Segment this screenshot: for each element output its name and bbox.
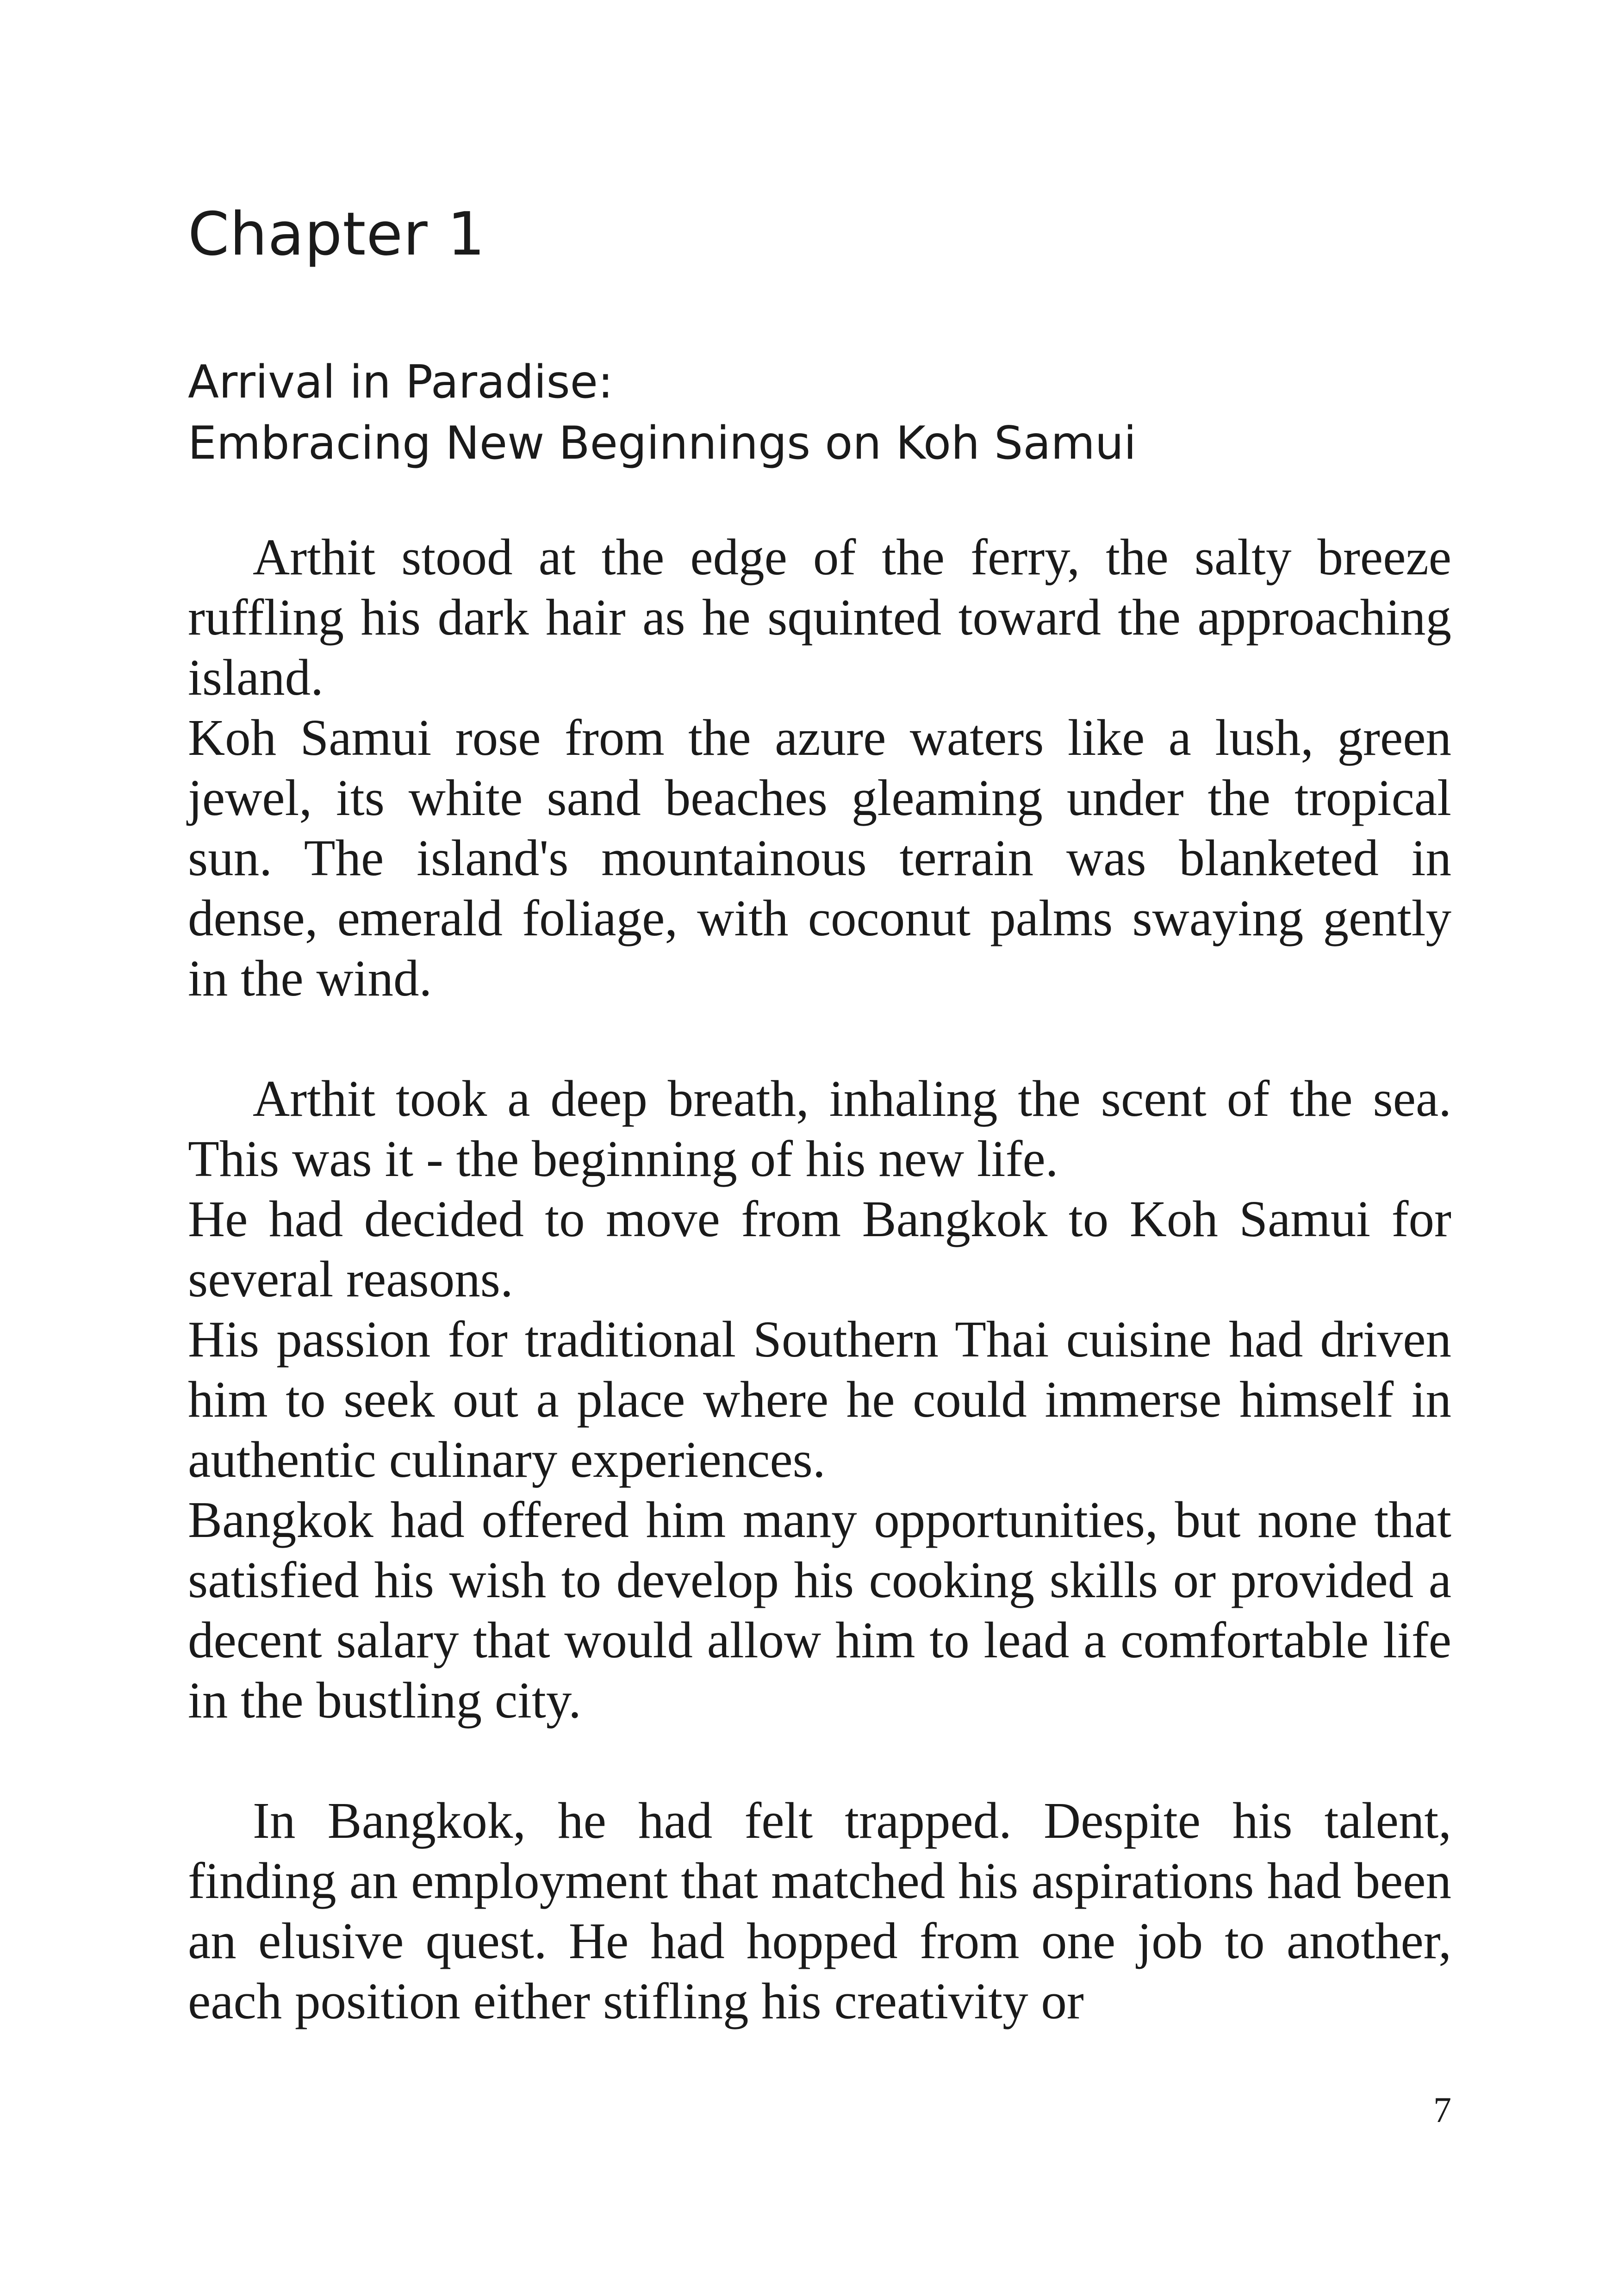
- body-text: [188, 528, 1451, 2032]
- paragraph: In Bangkok, he had felt trapped. Despite his talent, finding an employment that matched his aspirations had been an elusive quest. He had hopped from one job to another, each position either stifling his creativity or: [188, 1792, 1451, 2030]
- subtitle-line-2: Embracing New Beginnings on Koh Samui: [188, 417, 1137, 470]
- paragraph: His passion for traditional Southern Thai cuisine had driven him to seek out a place where he could immerse himself in authentic culinary experiences.: [188, 1311, 1451, 1488]
- paragraph: Arthit stood at the edge of the ferry, the salty breeze ruffling his dark hair as he squinted toward the approaching island.: [188, 529, 1451, 706]
- chapter-subtitle: [188, 352, 1136, 474]
- subtitle-line-1: Arrival in Paradise:: [188, 356, 613, 409]
- paragraph: Bangkok had offered him many opportunities, but none that satisfied his wish to develop his cooking skills or provided a decent salary that would allow him to lead a comfortable life in the bustling city.: [188, 1492, 1451, 1729]
- paragraph: Arthit took a deep breath, inhaling the scent of the sea. This was it - the beginning of his new life.: [188, 1070, 1451, 1188]
- page-number: 7: [1433, 2090, 1451, 2130]
- chapter-title: Chapter 1: [188, 200, 485, 269]
- paragraph: He had decided to move from Bangkok to Koh Samui for several reasons.: [188, 1191, 1451, 1308]
- paragraph: Koh Samui rose from the azure waters like a lush, green jewel, its white sand beaches gleaming under the tropical sun. The island's mountainous terrain was blanketed in dense, emerald foliage, with coconut palms swaying gently in the wind.: [188, 709, 1451, 1007]
